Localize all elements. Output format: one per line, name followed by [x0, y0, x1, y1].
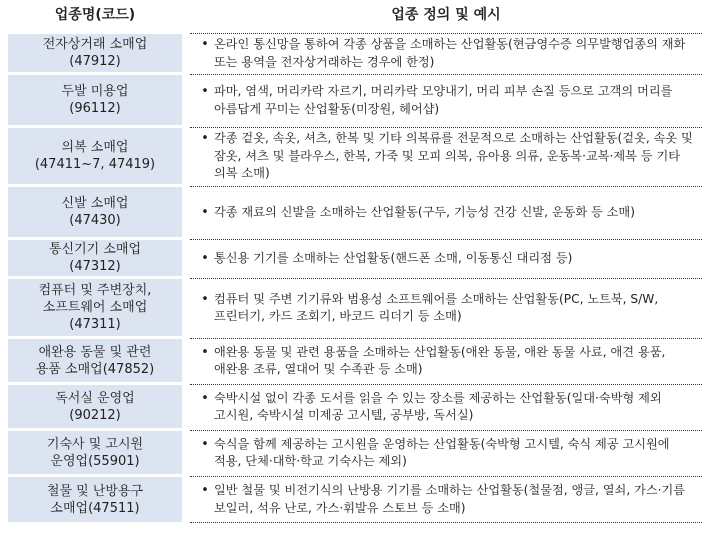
industry-name-line: (47912): [69, 54, 121, 69]
definition-text: 컴퓨터 및 주변 기기류와 범용성 소프트웨어를 소매하는 산업활동(PC, 노트북, S/W, 프린터기, 카드 조회기, 바코드 리더기 등 소매): [214, 291, 659, 323]
industry-name-line: 독서실 운영업: [55, 390, 135, 406]
definition-cell: [190, 186, 702, 238]
definition-cell: [190, 476, 702, 523]
industry-name-cell: [8, 477, 182, 522]
industry-name-line: (90212): [69, 407, 121, 423]
industry-name-line: (96112): [69, 101, 121, 116]
industry-name-cell: [8, 187, 182, 237]
industry-name-cell: [8, 34, 182, 72]
industry-name-cell: [8, 128, 182, 184]
industry-name-line: (47312): [69, 259, 121, 274]
industry-name-line: 기숙사 및 고시원: [46, 436, 144, 452]
industry-name-line: 통신기기 소매업: [48, 242, 142, 257]
industry-name-line: 애완용 동물 및 관련: [38, 344, 152, 360]
industry-name-line: 의복 소매업: [61, 140, 129, 155]
bullet-icon: •: [201, 344, 209, 360]
definition-cell: [190, 127, 702, 185]
definition-cell: [190, 430, 702, 475]
definition-text: 온라인 통신망을 통하여 각종 상품을 소매하는 산업활동(현금영수증 의무발행업종의 재화 또는 용역을 전자상거래하는 경우에 한정): [214, 37, 686, 69]
industry-name-line: 용품 소매업(47852): [35, 361, 155, 377]
bullet-icon: •: [201, 436, 209, 452]
industry-name-line: 컴퓨터 및 주변장치,: [38, 283, 152, 298]
industry-name-line: 전자상거래 소매업: [42, 37, 148, 52]
definition-cell: [190, 278, 702, 337]
bullet-icon: •: [201, 204, 209, 220]
definition-text: 숙식을 함께 제공하는 고시원을 운영하는 산업활동(숙박형 고시텔, 숙식 제공 고시원에 적용, 단체·대학·학교 기숙사는 제외): [214, 436, 670, 468]
definition-text: 통신용 기기를 소매하는 산업활동(핸드폰 소매, 이동통신 대리점 등): [214, 250, 573, 265]
bullet-icon: •: [201, 37, 209, 52]
bullet-icon: •: [201, 131, 209, 147]
industry-name-cell: [8, 385, 182, 428]
industry-name-line: 철물 및 난방용구: [46, 483, 144, 499]
industry-name-line: (47430): [69, 213, 121, 228]
industry-name-line: 운영업(55901): [50, 453, 140, 469]
definition-cell: [190, 338, 702, 383]
definition-text: 파마, 염색, 머리카락 자르기, 머리카락 모양내기, 머리 피부 손질 등으로 고객의 머리를 아름답게 꾸미는 산업활동(미장원, 헤어샵): [214, 84, 673, 116]
industry-name-line: (47411~7, 47419): [34, 157, 156, 172]
definition-cell: [190, 74, 702, 126]
industry-name-line: 신발 소매업: [61, 196, 129, 211]
column-header-industry-name: 업종명(코드): [54, 7, 136, 23]
industry-name-line: (47311): [69, 317, 121, 332]
definition-text: 각종 겉옷, 속옷, 셔츠, 한복 및 기타 의복류를 전문적으로 소매하는 산업활동(겉옷, 속옷 및 잠옷, 셔츠 및 블라우스, 한복, 가죽 및 모피 의복, 유아용 의류, 운동복·교복·제복 등 기타 의복 소매): [214, 131, 693, 181]
industry-name-cell: [8, 339, 182, 382]
bullet-icon: •: [201, 483, 209, 498]
industry-name-line: 소프트웨어 소매업: [42, 300, 148, 315]
definition-cell: [190, 33, 702, 73]
industry-name-cell: [8, 279, 182, 336]
definition-text: 애완용 동물 및 관련 용품을 소매하는 산업활동(애완 동물, 애완 동물 사료, 애견 용품, 애완용 조류, 열대어 및 수족관 등 소매): [214, 344, 666, 376]
definition-cell: [190, 384, 702, 429]
definition-text: 일반 철물 및 비전기식의 난방용 기기를 소매하는 산업활동(철물점, 앵글, 열쇠, 가스·기름 보일러, 석유 난로, 가스·휘발유 스토브 등 소매): [214, 483, 686, 515]
bullet-icon: •: [201, 291, 209, 307]
definition-cell: [190, 239, 702, 277]
industry-name-line: 두발 미용업: [61, 84, 129, 99]
industry-name-line: 소매업(47511): [50, 500, 140, 516]
industry-name-cell: [8, 240, 182, 276]
bullet-icon: •: [201, 390, 209, 406]
bullet-icon: •: [201, 84, 209, 99]
column-header-definition: 업종 정의 및 예시: [391, 7, 501, 23]
bullet-icon: •: [201, 250, 209, 266]
definition-text: 숙박시설 없이 각종 도서를 읽을 수 있는 장소를 제공하는 산업활동(일대·숙박형 제외 고시원, 숙박시설 미제공 고시텔, 공부방, 독서실): [214, 390, 662, 422]
industry-name-cell: [8, 431, 182, 474]
definition-text: 각종 재료의 신발을 소매하는 산업활동(구두, 기능성 건강 신발, 운동화 등 소매): [214, 204, 635, 219]
industry-name-cell: [8, 75, 182, 125]
